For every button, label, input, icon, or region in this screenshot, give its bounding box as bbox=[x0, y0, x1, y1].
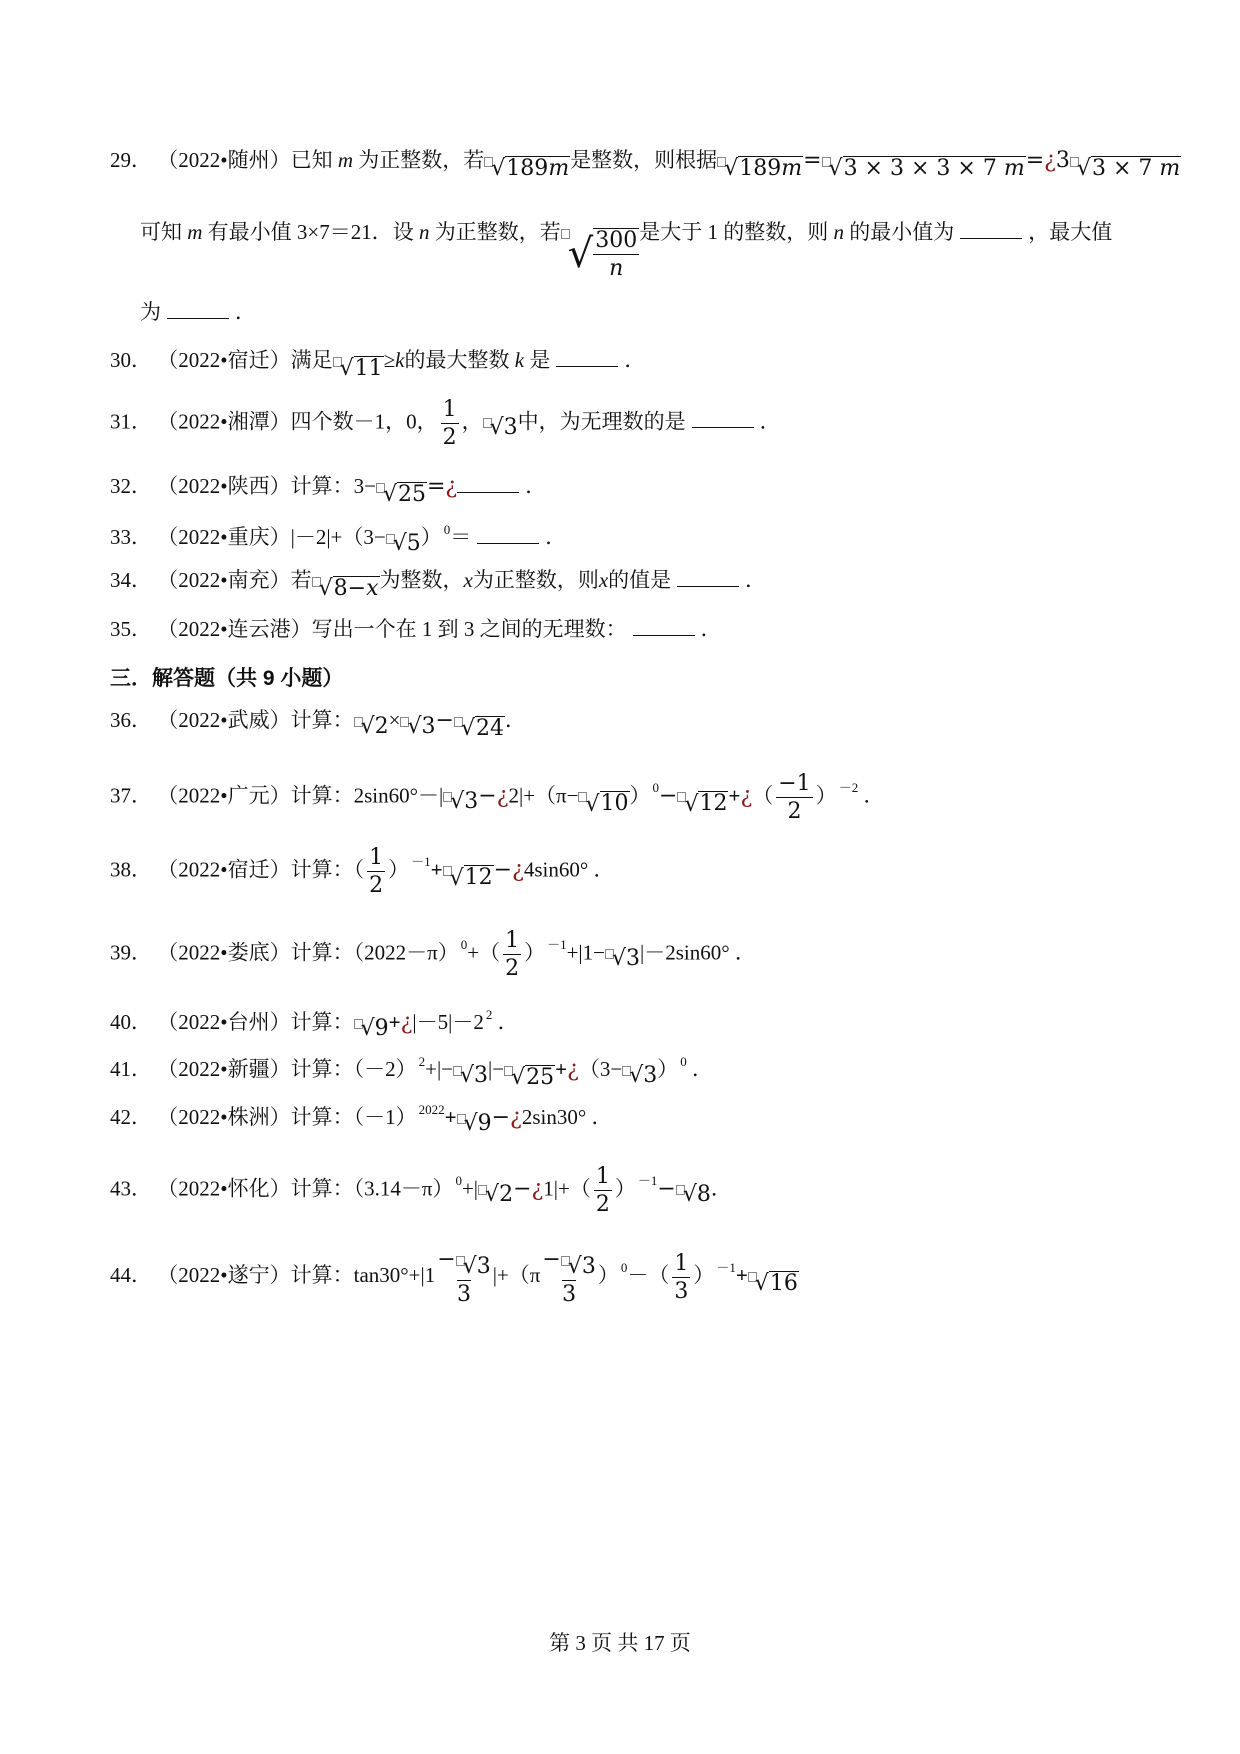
problem-35: 35． （2022•连云港）写出一个在 1 到 3 之间的无理数： ． bbox=[110, 617, 722, 641]
problem-40: 40． （2022•台州）计算： √ 9 +¿|－5|－2 $^2$ ． bbox=[110, 1007, 519, 1041]
problem-29-cont2: 为 ． bbox=[140, 300, 256, 324]
radical: √ 11 bbox=[333, 356, 384, 380]
answer-blank bbox=[633, 634, 695, 636]
answer-blank bbox=[960, 237, 1022, 239]
radical: √ 5 bbox=[386, 533, 421, 555]
problem-39: 39． （2022•娄底）计算：（2022－π） $^0$+（ $\frac{1}{2}$ ） $^{-1}$+|1− √ 3 |－2sin60° ． bbox=[110, 928, 756, 982]
radical: √ 3 × 7 m bbox=[1070, 156, 1181, 180]
fraction: $\frac{1}{2}$ bbox=[442, 397, 457, 451]
problem-number: 29 bbox=[110, 148, 131, 172]
answer-blank bbox=[677, 585, 739, 587]
problem-44: 44． （2022•遂宁）计算：tan30°+|1 − √ 3 3 |+（π − √ 3 3 ） $^0$－（ $\frac{1}{3}$ ） $^{-1}$+ √ 16 bbox=[110, 1247, 798, 1308]
radical: √ 3 × 3 × 3 × 7 m bbox=[822, 156, 1026, 180]
answer-blank bbox=[556, 365, 618, 367]
problem-32: 32． （2022•陕西）计算：3− √ 25 =¿ ． bbox=[110, 474, 547, 508]
problem-29-cont: 可知 m 有最小值 3×7＝21．设 n 为正整数，若 √ $\frac{300}{n}$ 是大于 1 的整数，则 n 的最小值为 ，最大值 bbox=[140, 220, 1113, 282]
problem-43: 43． （2022•怀化）计算：（3.14－π） $^0$+| √ 2 −¿1|+（ $\frac{1}{2}$ ） $^{-1}$− √ 8 ． bbox=[110, 1164, 732, 1218]
inverted-question-glyph: ¿ bbox=[1044, 148, 1056, 173]
problem-37: 37． （2022•广元）计算：2sin60°－| √ 3 −¿2|+（π− √ 10 ） $^0$− √ 12 +¿（ $\frac{-1}{2}$ ） $^{-2}$ ． bbox=[110, 771, 885, 825]
problem-source: （2022•随州） bbox=[157, 148, 291, 172]
problem-33: 33． （2022•重庆）|－2|+（3− √ 5 ） $^0$＝ ． bbox=[110, 522, 567, 556]
radical: √ 8−x bbox=[312, 576, 380, 600]
radical: √ $\frac{300}{n}$ bbox=[561, 228, 640, 280]
radical: √ 3 bbox=[483, 417, 518, 439]
radical: √ 189m bbox=[484, 156, 570, 180]
problem-42: 42． （2022•株洲）计算：（－1） $^{2022}$+ √ 9 −¿2sin30° ． bbox=[110, 1102, 613, 1136]
answer-blank bbox=[167, 317, 229, 319]
problem-38: 38． （2022•宿迁）计算：（ $\frac{1}{2}$ ） $^{-1}$+ √ 12 −¿4sin60° ． bbox=[110, 845, 615, 899]
problem-36: 36． （2022•武威）计算： √ 2 × √ 3 − √ 24 ． bbox=[110, 708, 526, 742]
problem-34: 34． （2022•南充）若 √ 8−x 为整数，x为正整数，则x的值是 ． bbox=[110, 568, 767, 602]
page-footer: 第 3 页 共 17 页 bbox=[549, 1631, 691, 1655]
problem-30: 30． （2022•宿迁）满足 √ 11 ≥k的最大整数 k 是 ． bbox=[110, 348, 646, 382]
answer-blank bbox=[477, 542, 539, 544]
radical: √ 25 bbox=[376, 482, 427, 506]
radical: √ 189m bbox=[717, 156, 803, 180]
problem-29: 29． （2022•随州）已知 m 为正整数，若 √ 189m 是整数，则根据 √ 189m = √ 3 × 3 × 3 × 7 m =¿3 √ 3 × 7 m bbox=[110, 148, 1181, 182]
section-heading: 三．解答题（共 9 小题） bbox=[110, 667, 344, 690]
answer-blank bbox=[692, 426, 754, 428]
problem-31: 31． （2022•湘潭）四个数－1，0， $\frac{1}{2}$ ， √ 3 中，为无理数的是 ． bbox=[110, 397, 781, 451]
problem-41: 41． （2022•新疆）计算：（－2） $^2$+|− √ 3 |− √ 25 +¿（3− √ 3 ） $^0$ ． bbox=[110, 1054, 714, 1091]
answer-blank bbox=[457, 491, 519, 493]
